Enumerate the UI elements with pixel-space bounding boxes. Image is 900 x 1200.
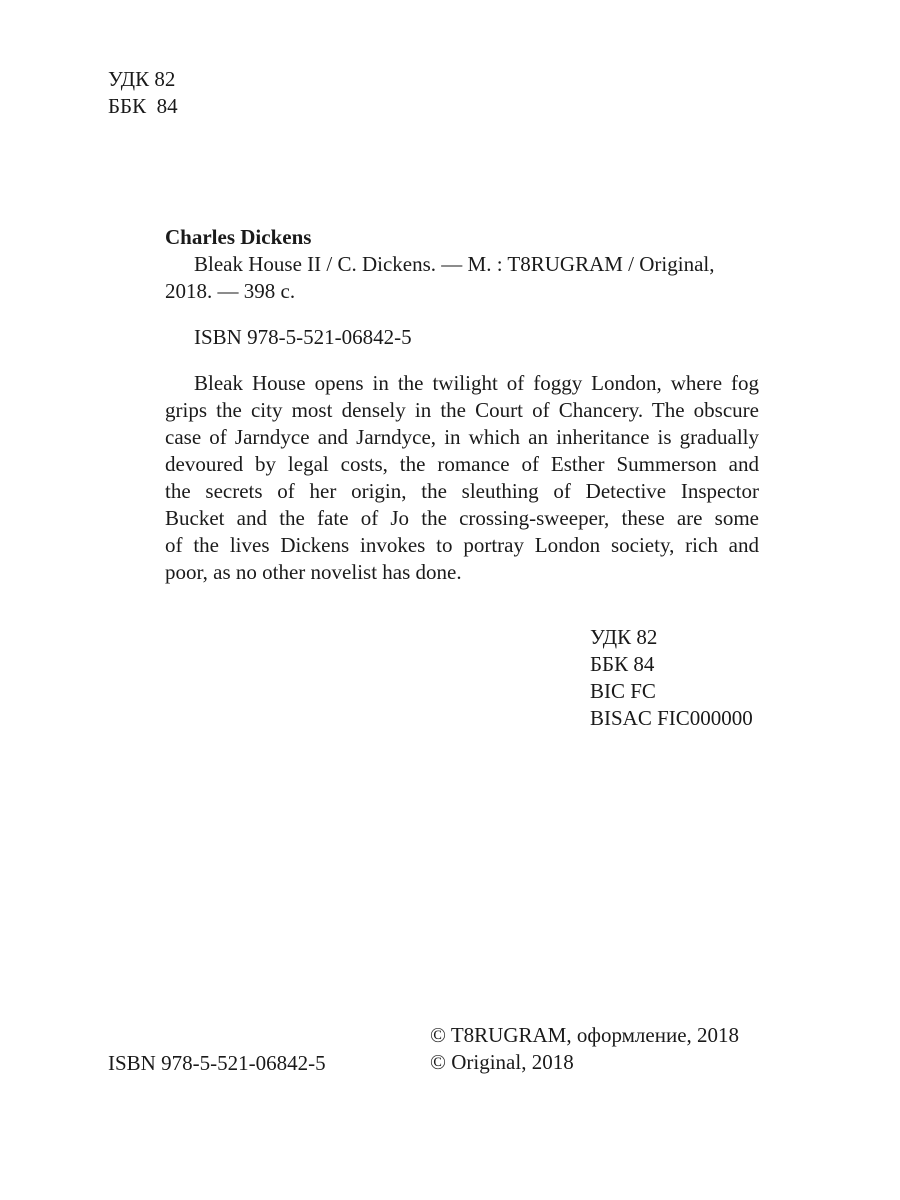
bbk-code: ББК 84 [590, 652, 655, 676]
copyright-original: © Original, 2018 [430, 1050, 574, 1074]
udk-code: УДК 82 [108, 67, 176, 91]
author-name: Charles Dickens [165, 225, 312, 249]
top-classification-codes [108, 66, 178, 120]
annotation-line: of the lives Dickens invokes to portray London society, rich and [165, 533, 759, 557]
annotation-line: devoured by legal costs, the romance of Esther Summerson and [165, 452, 759, 476]
udk-code: УДК 82 [590, 625, 658, 649]
annotation-line: case of Jarndyce and Jarndyce, in which an inheritance is gradually [165, 425, 759, 449]
copyright-notices [430, 1022, 739, 1076]
annotation-line: poor, as no other novelist has done. [165, 560, 462, 584]
classification-codes [590, 624, 753, 732]
bibliographic-description-line-1: Bleak House II / C. Dickens. — M. : T8RUGRAM / Original, [194, 252, 715, 276]
annotation-line: the secrets of her origin, the sleuthing of Detective Inspector [165, 479, 759, 503]
bibliographic-record [165, 224, 759, 586]
bisac-code: BISAC FIC000000 [590, 706, 753, 730]
bbk-code: ББК 84 [108, 94, 178, 118]
annotation-line: Bleak House opens in the twilight of foggy London, where fog [194, 371, 759, 395]
bibliographic-description-line-2: 2018. — 398 c. [165, 279, 296, 303]
footer-isbn: ISBN 978-5-521-06842-5 [108, 1051, 326, 1075]
annotation-line: Bucket and the fate of Jo the crossing-sweeper, these are some [165, 506, 759, 530]
annotation-line: grips the city most densely in the Court of Chancery. The obscure [165, 398, 759, 422]
bic-code: BIC FC [590, 679, 656, 703]
annotation-paragraph [165, 370, 759, 586]
isbn-number: ISBN 978-5-521-06842-5 [194, 325, 412, 349]
copyright-publisher: © T8RUGRAM, оформление, 2018 [430, 1023, 740, 1047]
